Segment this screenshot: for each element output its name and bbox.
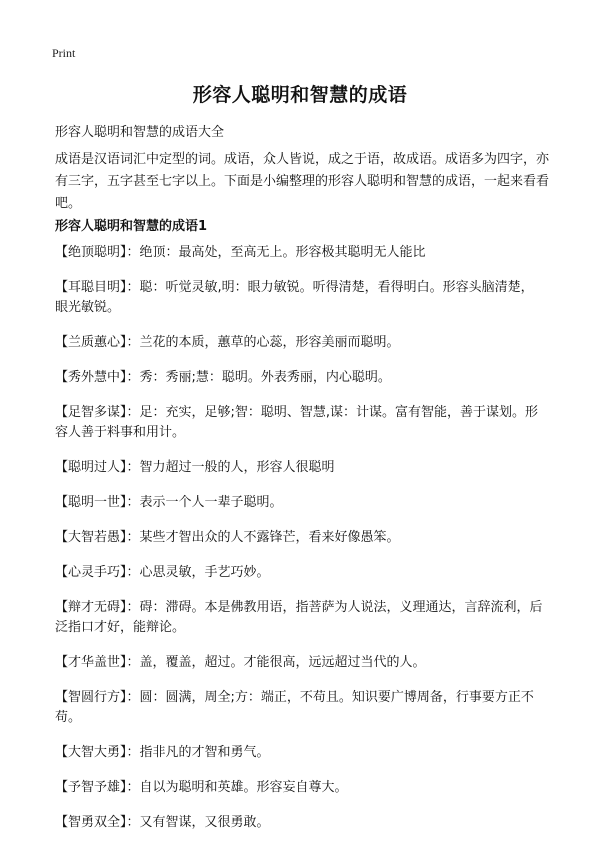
idiom-entry [55, 598, 545, 638]
idiom-term: 【智勇双全】 [55, 815, 127, 830]
idiom-entry [55, 813, 545, 833]
idiom-list [55, 243, 545, 848]
idiom-term: 【聪明过人】 [55, 460, 127, 475]
idiom-definition: ：聪：听觉灵敏,明：眼力敏锐。听得清楚，看得明白。形容头脑清楚，眼光敏锐。 [55, 280, 534, 315]
page-title: 形容人聪明和智慧的成语 [192, 84, 408, 106]
section-heading: 形容人聪明和智慧的成语1 [55, 219, 208, 234]
idiom-definition: ：指非凡的才智和勇气。 [126, 745, 270, 760]
idiom-entry [55, 458, 545, 478]
idiom-term: 【智圆行方】 [55, 690, 127, 705]
idiom-definition: ：秀：秀丽;慧：聪明。外表秀丽，内心聪明。 [126, 370, 391, 385]
idiom-term: 【大智若愚】 [55, 530, 127, 545]
idiom-definition: ：兰花的本质，蕙草的心蕊，形容美丽而聪明。 [126, 335, 400, 350]
idiom-definition: ：又有智谋，又很勇敢。 [126, 815, 270, 830]
idiom-definition: ：盖，覆盖，超过。才能很高，远远超过当代的人。 [126, 655, 426, 670]
idiom-definition: ：绝顶：最高处，至高无上。形容极其聪明无人能比 [126, 245, 426, 260]
idiom-entry [55, 403, 545, 443]
idiom-term: 【足智多谋】 [55, 405, 127, 420]
idiom-definition: ：碍：滞碍。本是佛教用语，指菩萨为人说法，义理通达，言辞流利，后泛指口才好，能辩论。 [55, 600, 543, 635]
idiom-entry [55, 653, 545, 673]
idiom-definition: ：圆：圆满，周全;方：端正，不苟且。知识要广博周备，行事要方正不苟。 [55, 690, 534, 725]
idiom-entry [55, 368, 545, 388]
idiom-entry [55, 333, 545, 353]
idiom-entry [55, 243, 545, 263]
idiom-definition: ：心思灵敏，手艺巧妙。 [126, 565, 270, 580]
idiom-definition: ：足：充实，足够;智：聪明、智慧,谋：计谋。富有智能，善于谋划。形容人善于料事和用计。 [55, 405, 539, 440]
idiom-entry [55, 688, 545, 728]
idiom-definition: ：表示一个人一辈子聪明。 [126, 495, 283, 510]
idiom-entry [55, 743, 545, 763]
idiom-entry [55, 493, 545, 513]
idiom-term: 【聪明一世】 [55, 495, 127, 510]
idiom-term: 【才华盖世】 [55, 655, 127, 670]
idiom-definition: ：某些才智出众的人不露锋芒，看来好像愚笨。 [126, 530, 400, 545]
idiom-entry [55, 778, 545, 798]
idiom-term: 【辩才无碍】 [55, 600, 127, 615]
idiom-definition: ：自以为聪明和英雄。形容妄自尊大。 [126, 780, 348, 795]
idiom-entry [55, 528, 545, 548]
idiom-term: 【绝顶聪明】 [55, 245, 127, 260]
idiom-definition: ：智力超过一般的人，形容人很聪明 [126, 460, 335, 475]
idiom-term: 【心灵手巧】 [55, 565, 127, 580]
idiom-entry [55, 278, 545, 318]
idiom-term: 【秀外慧中】 [55, 370, 127, 385]
idiom-term: 【兰质蕙心】 [55, 335, 127, 350]
idiom-term: 【耳聪目明】 [55, 280, 127, 295]
article-subtitle: 形容人聪明和智慧的成语大全 [55, 125, 225, 140]
idiom-term: 【大智大勇】 [55, 745, 127, 760]
idiom-term: 【予智予雄】 [55, 780, 127, 795]
intro-paragraph: 成语是汉语词汇中定型的词。成语，众人皆说，成之于语，故成语。成语多为四字，亦有三字，五字甚至七字以上。下面是小编整理的形容人聪明和智慧的成语，一起来看看吧。 [55, 152, 550, 211]
idiom-entry [55, 563, 545, 583]
print-label: Print [52, 46, 76, 60]
